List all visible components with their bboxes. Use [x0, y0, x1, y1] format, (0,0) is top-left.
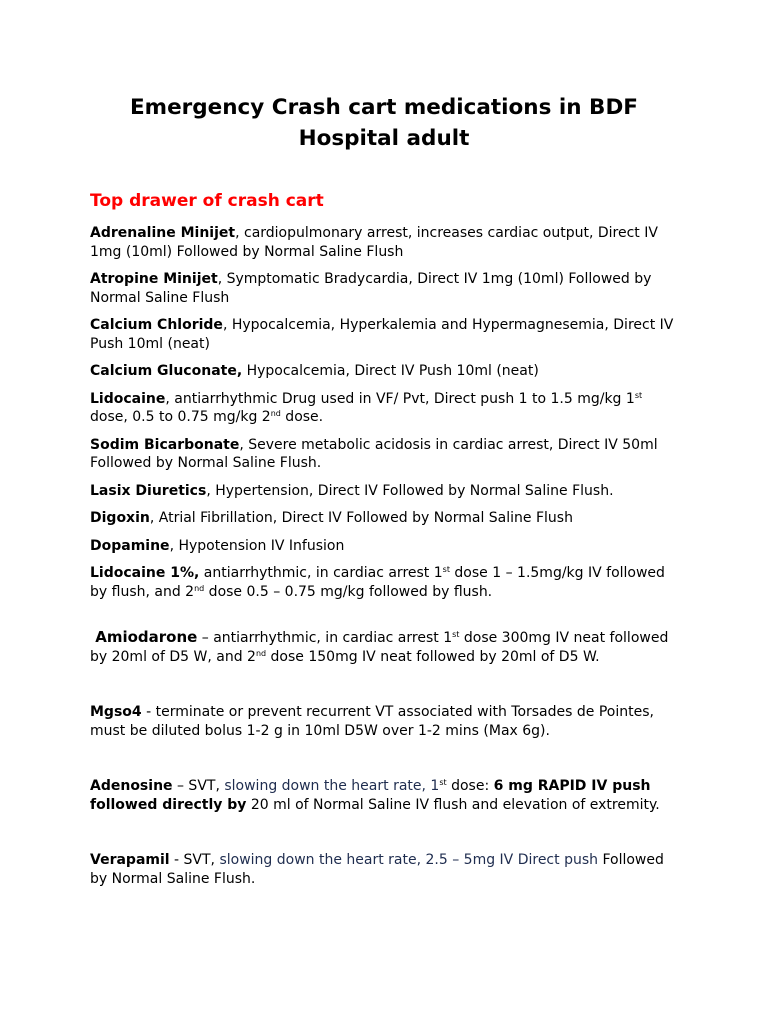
drug-name: Mgso4 — [90, 704, 142, 720]
drug-name: Lidocaine — [90, 390, 166, 407]
entry-lasix — [90, 482, 678, 501]
drug-description: antiarrhythmic, in cardiac arrest 1 — [199, 565, 443, 581]
drug-description: 20 ml of Normal Saline IV flush and elevation of extremity. — [246, 796, 660, 813]
drug-description: - SVT, — [169, 852, 220, 868]
entry-atropine — [90, 270, 678, 307]
drug-description-highlight: slowing down the heart rate, 1 — [224, 778, 440, 794]
drug-description: , Severe metabolic acidosis in cardiac arrest, Direct IV 50ml Followed by Normal Saline Flush. — [90, 436, 658, 471]
ordinal-suffix: nd — [194, 583, 205, 593]
drug-description: dose 150mg IV neat followed by 20ml of D5 W. — [266, 648, 600, 665]
drug-description-highlight: slowing down the heart rate, 2.5 – 5mg IV Direct push — [219, 852, 598, 868]
drug-name: Atropine Minijet — [90, 271, 218, 287]
document-title — [90, 0, 678, 154]
dose-instruction: 6 mg RAPID IV push followed directly by — [90, 778, 651, 813]
drug-description: , Symptomatic Bradycardia, Direct IV 1mg (10ml) Followed by Normal Saline Flush — [90, 271, 652, 306]
drug-description: , antiarrhythmic Drug used in VF/ Pvt, Direct push 1 to 1.5 mg/kg 1 — [165, 390, 635, 407]
drug-description: dose 0.5 – 0.75 mg/kg followed by flush. — [204, 583, 493, 600]
drug-description: dose 1 – 1.5mg/kg IV followed by flush, and 2 — [90, 565, 665, 600]
drug-name: Amiodarone — [90, 628, 198, 646]
title-line-1: Emergency Crash cart medications in BDF — [130, 95, 638, 120]
entry-sodium-bicarbonate — [90, 436, 678, 473]
entry-calcium-chloride — [90, 316, 678, 353]
drug-description: – antiarrhythmic, in cardiac arrest 1 — [197, 630, 453, 646]
entry-calcium-gluconate — [90, 362, 678, 381]
drug-name: Sodim Bicarbonate — [90, 436, 240, 453]
drug-description: , Hypocalcemia, Hyperkalemia and Hypermagnesemia, Direct IV Push 10ml (neat) — [90, 317, 674, 352]
drug-description: Hypocalcemia, Direct IV Push 10ml (neat) — [242, 363, 539, 379]
ordinal-suffix: st — [439, 778, 447, 787]
entry-adrenaline — [90, 224, 678, 261]
entry-verapamil — [90, 851, 678, 888]
drug-name: Digoxin — [90, 510, 150, 526]
drug-description: Followed by Normal Saline Flush. — [90, 852, 664, 887]
drug-description: dose, 0.5 to 0.75 mg/kg 2 — [90, 409, 271, 425]
ordinal-suffix: st — [442, 565, 450, 574]
drug-name: Calcium Gluconate, — [90, 363, 243, 379]
drug-name: Dopamine — [90, 537, 170, 554]
entry-amiodarone — [90, 628, 678, 666]
drug-name: Verapamil — [90, 852, 170, 868]
entry-digoxin — [90, 509, 678, 528]
drug-name: Adenosine — [90, 778, 173, 794]
entry-adenosine — [90, 777, 678, 814]
entry-lidocaine — [90, 390, 678, 427]
drug-description: , Hypertension, Direct IV Followed by Normal Saline Flush. — [206, 482, 614, 499]
ordinal-suffix: nd — [255, 648, 267, 658]
entry-lidocaine-1pct — [90, 564, 678, 601]
drug-name: Adrenaline Minijet — [90, 225, 236, 241]
drug-description: , Hypotension IV Infusion — [169, 537, 345, 554]
drug-description: – SVT, — [172, 778, 225, 794]
drug-description: - terminate or prevent recurrent VT associated with Torsades de Pointes, must be diluted bolus 1-2 g in 10ml D5W over 1-2 mins (Max 6g). — [90, 704, 654, 739]
drug-description: , Atrial Fibrillation, Direct IV Followed by Normal Saline Flush — [149, 510, 573, 526]
drug-description: dose. — [280, 409, 324, 425]
drug-name: Calcium Chloride — [90, 317, 223, 333]
drug-description: , cardiopulmonary arrest, increases cardiac output, Direct IV 1mg (10ml) Followed by Normal Saline Flush — [90, 225, 658, 260]
drug-description: dose 300mg IV neat followed by 20ml of D5 W, and 2 — [90, 630, 669, 665]
entry-dopamine — [90, 537, 678, 556]
ordinal-suffix: st — [634, 390, 643, 400]
drug-name: Lidocaine 1%, — [90, 565, 200, 581]
section-heading: Top drawer of crash cart — [90, 191, 324, 211]
entry-mgso4 — [90, 703, 678, 740]
ordinal-suffix: nd — [270, 409, 281, 418]
title-line-2: Hospital adult — [298, 126, 470, 151]
drug-name: Lasix Diuretics — [90, 482, 207, 499]
ordinal-suffix: st — [452, 630, 460, 639]
drug-description: dose: — [446, 778, 494, 794]
